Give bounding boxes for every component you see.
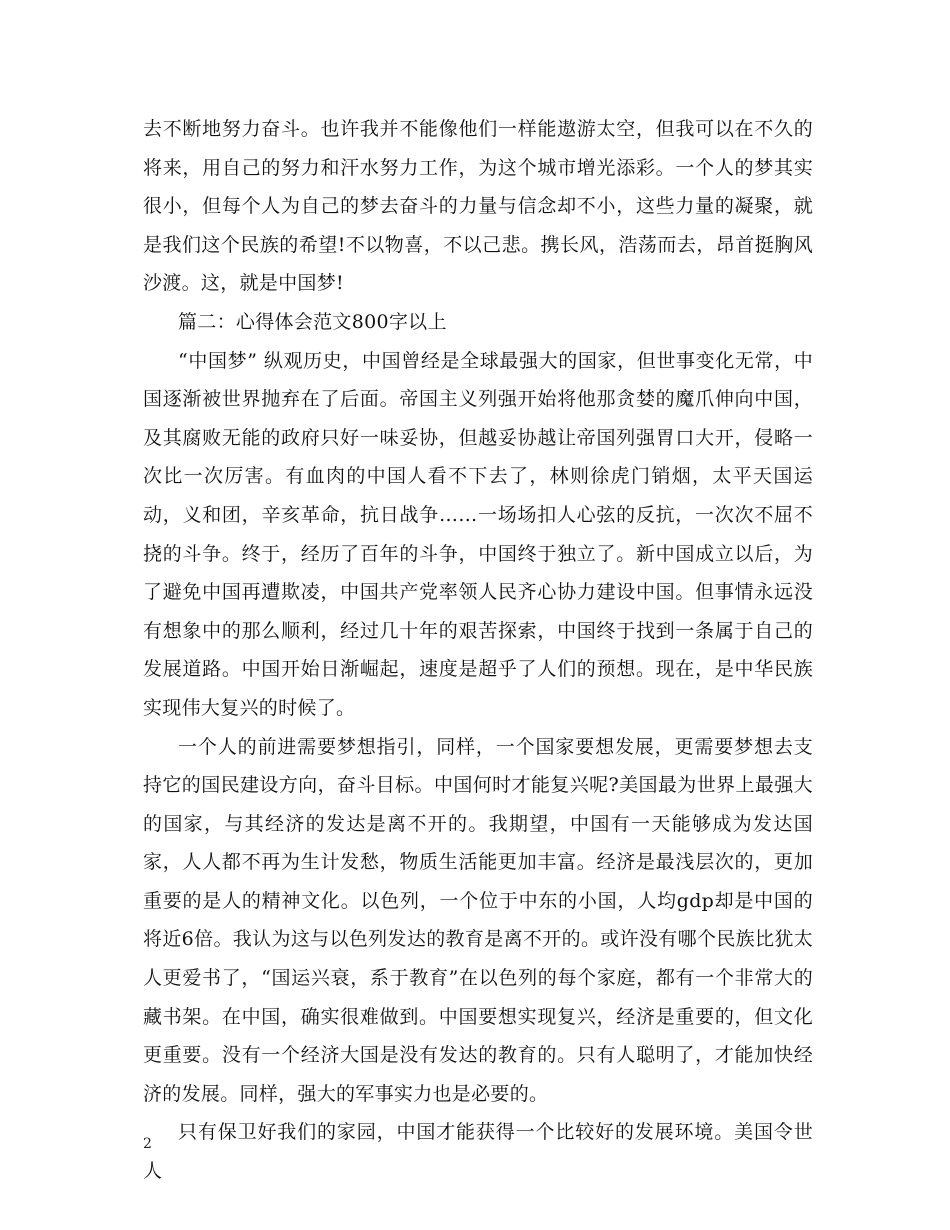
paragraph-history: “中国梦” 纵观历史，中国曾经是全球最强大的国家，但世事变化无常，中国逐渐被世界抛弃在了后面。帝国主义列强开始将他那贪婪的魔爪伸向中国，及其腐败无能的政府只好一味妥协，但越妥协越让帝国列强胃口大开，侵略一次比一次厉害。有血肉的中国人看不下去了，林则徐虎门销烟，太平天国运动，义和团，辛亥革命，抗日战争……一场场扣人心弦的反抗，一次次不屈不挠的斗争。终于，经历了百年的斗争，中国终于独立了。新中国成立以后，为了避免中国再遭欺凌，中国共产党率领人民齐心协力建设中国。但事情永远没有想象中的那么顺利，经过几十年的艰苦探索，中国终于找到一条属于自己的发展道路。中国开始日渐崛起，速度是超乎了人们的预想。现在，是中华民族实现伟大复兴的时候了。 [143, 349, 813, 719]
paragraph-defense: 只有保卫好我们的家园，中国才能获得一个比较好的发展环境。美国令世人 [143, 1121, 813, 1183]
paragraph-continuation: 去不断地努力奋斗。也许我并不能像他们一样能遨游太空，但我可以在不久的将来，用自己的努力和汗水努力工作，为这个城市增光添彩。一个人的梦其实很小，但每个人为自己的梦去奋斗的力量与信念却不小，这些力量的凝聚，就是我们这个民族的希望!不以物喜，不以己悲。携长风，浩荡而去，昂首挺胸风沙渡。这，就是中国梦! [143, 118, 813, 295]
section-heading: 篇二：心得体会范文800字以上 [178, 310, 447, 333]
page-number: 2 [143, 1136, 152, 1152]
paragraph-dream: 一个人的前进需要梦想指引，同样，一个国家要想发展，更需要梦想去支持它的国民建设方向，奋斗目标。中国何时才能复兴呢?美国最为世界上最强大的国家，与其经济的发达是离不开的。我期望，中国有一天能够成为发达国家，人人都不再为生计发愁，物质生活能更加丰富。经济是最浅层次的，更加重要的是人的精神文化。以色列，一个位于中东的小国，人均gdp却是中国的将近6倍。我认为这与以色列发达的教育是离不开的。或许没有哪个民族比犹太人更爱书了，“国运兴衰，系于教育”在以色列的每个家庭，都有一个非常大的藏书架。在中国，确实很难做到。中国要想实现复兴，经济是重要的，但文化更重要。没有一个经济大国是没有发达的教育的。只有人聪明了，才能加快经济的发展。同样，强大的军事实力也是必要的。 [143, 735, 813, 1105]
document-body [143, 110, 813, 1191]
